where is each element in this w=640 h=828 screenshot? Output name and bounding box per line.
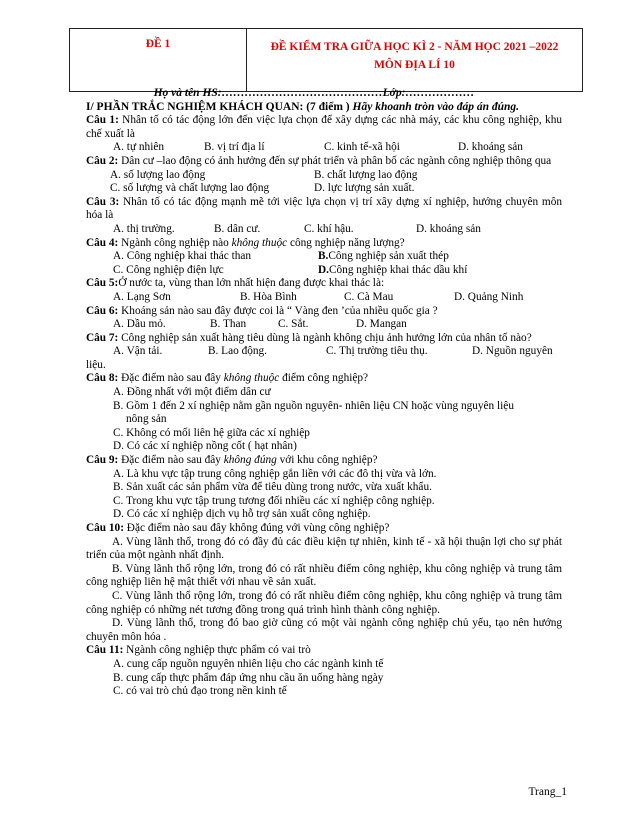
- option-c[interactable]: C. số lượng và chất lượng lao động: [110, 182, 270, 195]
- option-d[interactable]: D. Có các xí nghiệp dịch vụ hỗ trợ sản xuất công nghiệp.: [113, 508, 371, 521]
- option-a[interactable]: A. Công nghiệp khai thác than: [113, 250, 252, 263]
- question-3: Câu 3: Nhân tố có tác động mạnh mẽ tới việc lựa chọn vị trí xây dựng xí nghiệp, hướng chuyên môn hóa là: [86, 195, 562, 222]
- option-a[interactable]: A. thị trường.: [113, 222, 175, 235]
- option-d[interactable]: D. Công nghiệp khai thác dầu khí: [318, 263, 468, 276]
- option-b[interactable]: B. Lao động.: [208, 345, 267, 358]
- option-c[interactable]: C. Vùng lãnh thổ rộng lớn, trong đó có rất nhiều điểm công nghiệp, khu công nghiệp và trung tâm công nghiệp có những nét tương đồng trong quá trình hình thành công nghiệp.: [86, 589, 562, 616]
- exam-title: ĐỀ KIỂM TRA GIỮA HỌC KÌ 2 - NĂM HỌC 2021 –2022: [270, 41, 559, 53]
- option-b[interactable]: B. Công nghiệp sản xuất thép: [318, 250, 449, 263]
- option-b[interactable]: B. Vùng lãnh thổ rộng lớn, trong đó có rất nhiều điểm công nghiệp, khu công nghiệp và trung tâm công nghiệp liên hệ mật thiết với nhau về sản xuất.: [86, 562, 562, 589]
- option-b[interactable]: B. Than: [210, 318, 247, 331]
- option-a[interactable]: A. Đồng nhất với một điểm dân cư: [113, 386, 271, 399]
- question-2-options-row2: [86, 182, 562, 196]
- option-a[interactable]: A. Vận tải.: [113, 345, 163, 358]
- exam-content: [86, 87, 562, 699]
- option-c[interactable]: C. Cà Mau: [344, 290, 394, 303]
- question-11: Câu 11: Ngành công nghiệp thực phẩm có vai trò: [86, 644, 311, 657]
- question-1-options: [86, 141, 562, 155]
- option-b[interactable]: B. vị trí địa lí: [204, 141, 265, 154]
- question-5: Câu 5:Ở nước ta, vùng than lớn nhất hiện đang được khai thác là:: [86, 277, 385, 290]
- question-6-options: [86, 318, 562, 332]
- option-b[interactable]: B. Gồm 1 đến 2 xí nghiệp nằm gần nguồn nguyên- nhiên liệu CN hoặc vùng nguyên liệu: [113, 399, 514, 412]
- question-7: Câu 7: Công nghiệp sản xuất hàng tiêu dùng là ngành không chịu ảnh hưởng lớn của nhân tố nào?: [86, 331, 532, 344]
- option-b[interactable]: B. cung cấp thực phẩm đáp ứng nhu cầu ăn uống hàng ngày: [113, 671, 384, 684]
- option-b[interactable]: B. dân cư.: [214, 222, 261, 235]
- question-9: Câu 9: Đặc điểm nào sau đây không đúng với khu công nghiệp?: [86, 454, 378, 467]
- question-7-options: [86, 345, 562, 359]
- option-c[interactable]: C. Công nghiệp điện lực: [113, 263, 224, 276]
- option-b[interactable]: B. chất lượng lao động: [314, 168, 418, 181]
- question-4-options-row1: [86, 250, 562, 264]
- option-c[interactable]: C. Sắt.: [278, 318, 309, 331]
- option-b[interactable]: B. Sản xuất các sản phẩm vừa để tiêu dùng trong nước, vừa xuất khẩu.: [113, 481, 432, 494]
- option-d-continuation: liệu.: [86, 358, 106, 371]
- student-info-line: Họ và tên HS:……………………………………Lớp:………………: [153, 87, 475, 99]
- question-4-options-row2: [86, 264, 562, 278]
- question-5-options: [86, 291, 562, 305]
- header-box: [69, 28, 583, 92]
- option-b-continuation: nông sản: [126, 413, 167, 426]
- subject-title: MÔN ĐỊA LÍ 10: [374, 59, 455, 71]
- page-number: Trang_1: [528, 786, 567, 798]
- option-d[interactable]: D. lực lượng sản xuất.: [314, 182, 415, 195]
- exam-title-block: [247, 29, 582, 91]
- option-a[interactable]: A. Lạng Sơn: [113, 290, 171, 303]
- option-d[interactable]: D. Nguồn nguyên: [472, 345, 553, 358]
- option-d[interactable]: D. Vùng lãnh thổ, trong đó bao giờ cũng có một vài ngành công nghiệp chủ yếu, tạo nên hướng chuyên môn hóa .: [86, 617, 562, 643]
- option-d[interactable]: D. Mangan: [356, 318, 407, 331]
- option-d[interactable]: D. khoáng sản: [416, 222, 481, 235]
- option-a[interactable]: A. số lượng lao động: [110, 168, 206, 181]
- option-c[interactable]: C. khí hậu.: [304, 222, 354, 235]
- option-d[interactable]: D. khoáng sản: [458, 141, 523, 154]
- option-d[interactable]: D. Có các xí nghiệp nồng cốt ( hạt nhân): [113, 440, 297, 453]
- section-title: I/ PHẦN TRẮC NGHIỆM KHÁCH QUAN: (7 điểm ) Hãy khoanh tròn vào đáp án đúng.: [86, 100, 520, 113]
- option-a[interactable]: A. Vùng lãnh thổ, trong đó có đầy đủ các điều kiện tự nhiên, kinh tế - xã hội thuận lợi cho sự phát triển của một ngành nhất định.: [86, 535, 562, 562]
- question-4: Câu 4: Ngành công nghiệp nào không thuộc công nghiệp năng lượng?: [86, 236, 405, 249]
- question-3-options: [86, 223, 562, 237]
- option-b[interactable]: B. Hòa Bình: [240, 290, 297, 303]
- exam-code: ĐỀ 1: [70, 29, 247, 91]
- option-a[interactable]: A. tự nhiên: [113, 141, 164, 154]
- option-d[interactable]: D. Quảng Ninh: [454, 290, 524, 303]
- option-c[interactable]: C. Thị trường tiêu thụ.: [326, 345, 428, 358]
- question-6: Câu 6: Khoáng sản nào sau đây được coi là “ Vàng đen ’của nhiều quốc gia ?: [86, 304, 438, 317]
- question-2-options-row1: [86, 169, 562, 183]
- option-c[interactable]: C. Không có mối liên hệ giữa các xí nghiệp: [113, 426, 310, 439]
- question-8: Câu 8: Đặc điểm nào sau đây không thuộc điểm công nghiệp?: [86, 372, 369, 385]
- option-c[interactable]: C. Trong khu vực tập trung tương đối nhiều các xí nghiệp công nghiệp.: [113, 494, 435, 507]
- question-10: Câu 10: Đặc điểm nào sau đây không đúng với vùng công nghiệp?: [86, 522, 390, 534]
- question-1: Câu 1: Nhân tố có tác động lớn đến việc lựa chọn để xây dựng các nhà máy, các khu công nghiệp, khu chế xuất là: [86, 114, 563, 140]
- option-a[interactable]: A. Là khu vực tập trung công nghiệp gắn liền với các đô thị vừa và lớn.: [113, 467, 437, 480]
- option-a[interactable]: A. cung cấp nguồn nguyên nhiên liệu cho các ngành kinh tế: [113, 657, 384, 670]
- option-a[interactable]: A. Dầu mỏ.: [113, 318, 166, 331]
- option-c[interactable]: C. kinh tế-xã hội: [324, 141, 400, 154]
- option-c[interactable]: C. có vai trò chủ đạo trong nền kinh tế: [113, 685, 287, 698]
- question-2: Câu 2: Dân cư –lao động có ảnh hưởng đến sự phát triển và phân bố các ngành công nghiệp thông qua: [86, 154, 552, 167]
